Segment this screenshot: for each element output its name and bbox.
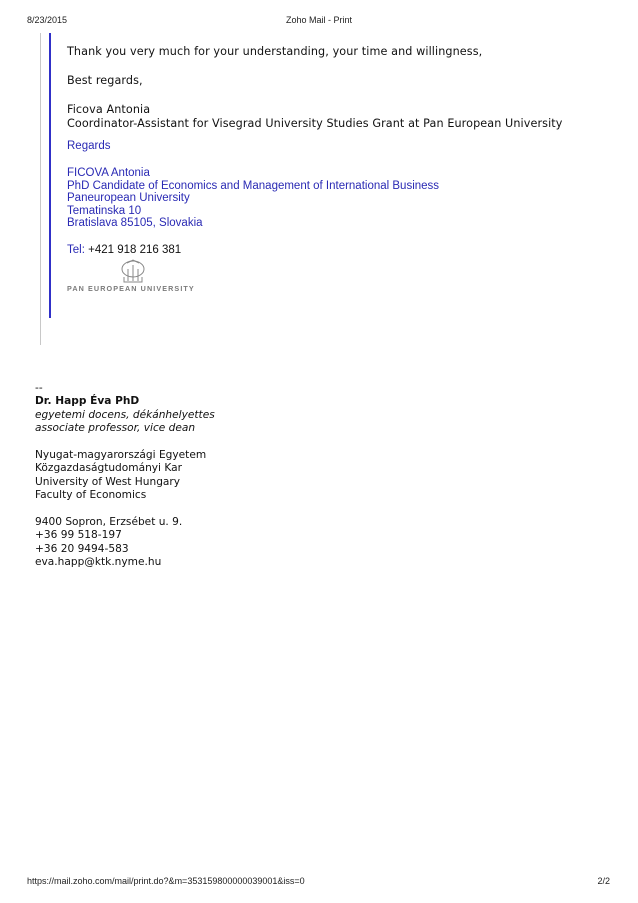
tel-value[interactable]: +421 918 216 381	[84, 244, 182, 256]
sig-org-line: Faculty of Economics	[35, 489, 147, 502]
quoted-thanks: Thank you very much for your understanding, your time and willingness,	[67, 45, 483, 58]
sig-line: Bratislava 85105, Slovakia	[67, 217, 203, 229]
sig-line: Tematinska 10	[67, 204, 142, 217]
tel-label: Tel:	[67, 244, 85, 256]
sig-mobile[interactable]: +36 20 9494-583	[35, 542, 129, 555]
logo-text: PAN EUROPEAN UNIVERSITY	[67, 284, 195, 293]
print-url[interactable]: https://mail.zoho.com/mail/print.do?&m=353159800000039001&iss=0	[27, 876, 305, 886]
quote-border-outer	[40, 33, 41, 345]
signature-block	[35, 382, 215, 569]
print-title: Zoho Mail - Print	[285, 15, 353, 25]
sig-spacer	[35, 503, 215, 516]
sig-org-line: University of West Hungary	[35, 475, 181, 488]
quoted-tel	[67, 244, 181, 257]
quoted-name: Ficova Antonia	[67, 103, 151, 116]
sig-org-line: Közgazdaságtudományi Kar	[35, 462, 182, 475]
sig-email[interactable]: eva.happ@ktk.nyme.hu	[35, 556, 162, 569]
sig-address: 9400 Sopron, Erzsébet u. 9.	[35, 515, 183, 528]
sig-title-en: associate professor, vice dean	[35, 422, 196, 435]
print-date: 8/23/2015	[27, 15, 68, 25]
sig-line: PhD Candidate of Economics and Management of International Business	[67, 179, 440, 192]
page-number: 2/2	[597, 876, 610, 886]
sig-org-line: Nyugat-magyarországi Egyetem	[35, 448, 207, 461]
quoted-signature	[67, 167, 439, 230]
sig-separator: --	[35, 382, 43, 394]
sig-spacer	[35, 436, 215, 449]
sig-name: Dr. Happ Éva PhD	[35, 395, 140, 408]
quoted-role: Coordinator-Assistant for Visegrad University Studies Grant at Pan European University	[67, 117, 563, 130]
quoted-regards: Regards	[67, 140, 111, 152]
sig-line: FICOVA Antonia	[67, 167, 150, 179]
sig-line: Paneuropean University	[67, 192, 190, 204]
sig-phone[interactable]: +36 99 518-197	[35, 529, 122, 542]
quote-border-inner	[49, 33, 51, 318]
sig-title-hu: egyetemi docens, dékánhelyettes	[35, 408, 215, 421]
quoted-closing: Best regards,	[67, 74, 143, 87]
